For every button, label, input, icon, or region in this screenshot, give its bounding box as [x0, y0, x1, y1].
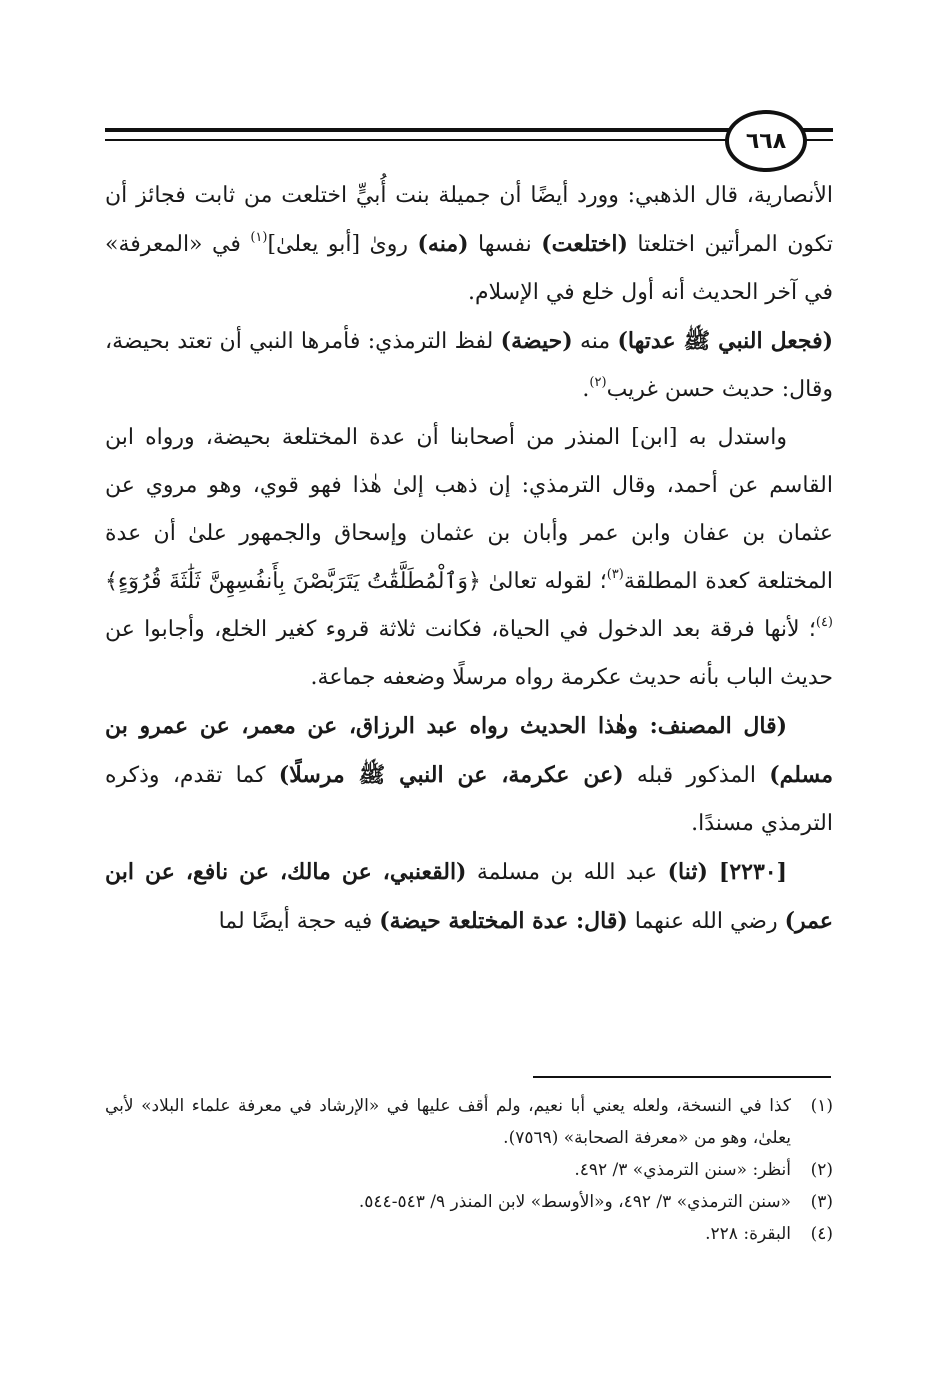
- footnotes: [105, 1090, 833, 1250]
- paragraph: [105, 848, 833, 946]
- bold-text: (القعنبي، عن مالك، عن نافع، عن ابن عمر): [105, 859, 833, 934]
- bold-text: (منه): [417, 231, 469, 257]
- text-run: في «المعرفة» في آخر الحديث أنه أول خلع في الإسلام.: [105, 232, 833, 305]
- text-run: الأنصارية، قال الذهبي: وورد أيضًا أن جميلة بنت أُبيٍّ اختلعت من ثابت فجائز أن تكون المرأتين اختلعتا: [105, 183, 834, 257]
- page-header: [105, 112, 833, 168]
- paragraph: [105, 317, 833, 414]
- footnote-separator: [533, 1076, 831, 1078]
- footnote-ref: (٢): [589, 375, 607, 390]
- bold-text: (فجعل النبي ﷺ عدتها): [617, 328, 833, 354]
- bold-text: (حيضة): [500, 328, 573, 354]
- footnote-ref: (٣): [606, 567, 624, 582]
- main-text: [105, 172, 833, 946]
- footnote-number: (٢): [810, 1160, 833, 1180]
- footnote-number: (١): [810, 1096, 833, 1116]
- paragraph: [105, 172, 833, 317]
- text-run: واستدل به [ابن] المنذر من أصحابنا أن عدة المختلعة بحيضة، ورواه ابن القاسم عن أحمد، وقال الترمذي: إن ذهب إلىٰ هٰذا فهو قوي، وهو مروي عن عثمان بن عفان وابن عمر وأبان بن عثمان وإسحاق والجمهور علىٰ أن عدة المختلعة كعدة المطلقة: [105, 425, 833, 594]
- bold-text: (قال: عدة المختلعة حيضة): [379, 908, 628, 934]
- footnote-item: [105, 1186, 833, 1218]
- paragraph: [105, 702, 833, 848]
- text-run: .: [582, 377, 590, 402]
- text-run: ؛ لأنها فرقة بعد الدخول في الحياة، فكانت ثلاثة قروء كغير الخلع، وأجابوا عن حديث الباب بأنه حديث عكرمة رواه مرسلًا وضعفه جماعة.: [105, 617, 833, 690]
- footnote-number: (٤): [810, 1224, 833, 1244]
- text-run: ؛ لقوله تعالىٰ ﴿وَٱلْمُطَلَّقَٰتُ يَتَرَبَّصْنَ بِأَنفُسِهِنَّ ثَلَٰثَةَ قُرُوٓءٍ﴾: [105, 569, 607, 594]
- text-run: روىٰ [أبو يعلىٰ]: [267, 232, 418, 257]
- footnote-text: البقرة: ٢٢٨.: [705, 1224, 791, 1244]
- footnote-text: «سنن الترمذي» ٣/ ٤٩٢، و«الأوسط» لابن المنذر ٩/ ٥٤٣-٥٤٤.: [358, 1192, 791, 1212]
- footnote-text: كذا في النسخة، ولعله يعني أبا نعيم، ولم أقف عليها في «الإرشاد في معرفة علماء البلاد» لأبي يعلىٰ، وهو من «معرفة الصحابة» (٧٥٦٩).: [105, 1096, 791, 1148]
- bold-text: (اختلعت): [541, 231, 628, 257]
- page-number-badge: [725, 110, 807, 172]
- bold-text: (قال المصنف: وهٰذا الحديث رواه عبد الرزاق، عن معمر، عن عمرو بن مسلم): [105, 713, 833, 788]
- text-run: كما تقدم، وذكره الترمذي مسندًا.: [105, 763, 833, 836]
- text-run: عبد الله بن مسلمة: [466, 860, 668, 885]
- text-run: رضي الله عنهما: [627, 909, 785, 934]
- header-rule-thin: [105, 139, 833, 141]
- text-run: المذكور قبله: [623, 763, 770, 788]
- footnote-number: (٣): [810, 1192, 833, 1212]
- footnote-item: [105, 1154, 833, 1186]
- footnote-text: أنظر: «سنن الترمذي» ٣/ ٤٩٢.: [574, 1160, 791, 1180]
- footnote-item: [105, 1218, 833, 1250]
- paragraph: [105, 414, 833, 702]
- footnote-ref: (١): [250, 230, 268, 245]
- page-number: ٦٦٨: [745, 128, 787, 154]
- footnote-item: [105, 1090, 833, 1154]
- text-run: فيه حجة أيضًا لما: [218, 909, 380, 934]
- text-run: نفسها: [468, 232, 542, 257]
- bold-text: [٢٢٣٠] (ثنا): [667, 859, 788, 885]
- bold-text: (عن عكرمة، عن النبي ﷺ مرسلًا): [278, 762, 624, 788]
- text-run: منه: [572, 329, 618, 354]
- footnote-ref: (٤): [815, 615, 833, 630]
- header-rule-thick: [105, 128, 833, 132]
- text-run: لفظ الترمذي: فأمرها النبي أن تعتد بحيضة، وقال: حديث حسن غريب: [105, 329, 833, 402]
